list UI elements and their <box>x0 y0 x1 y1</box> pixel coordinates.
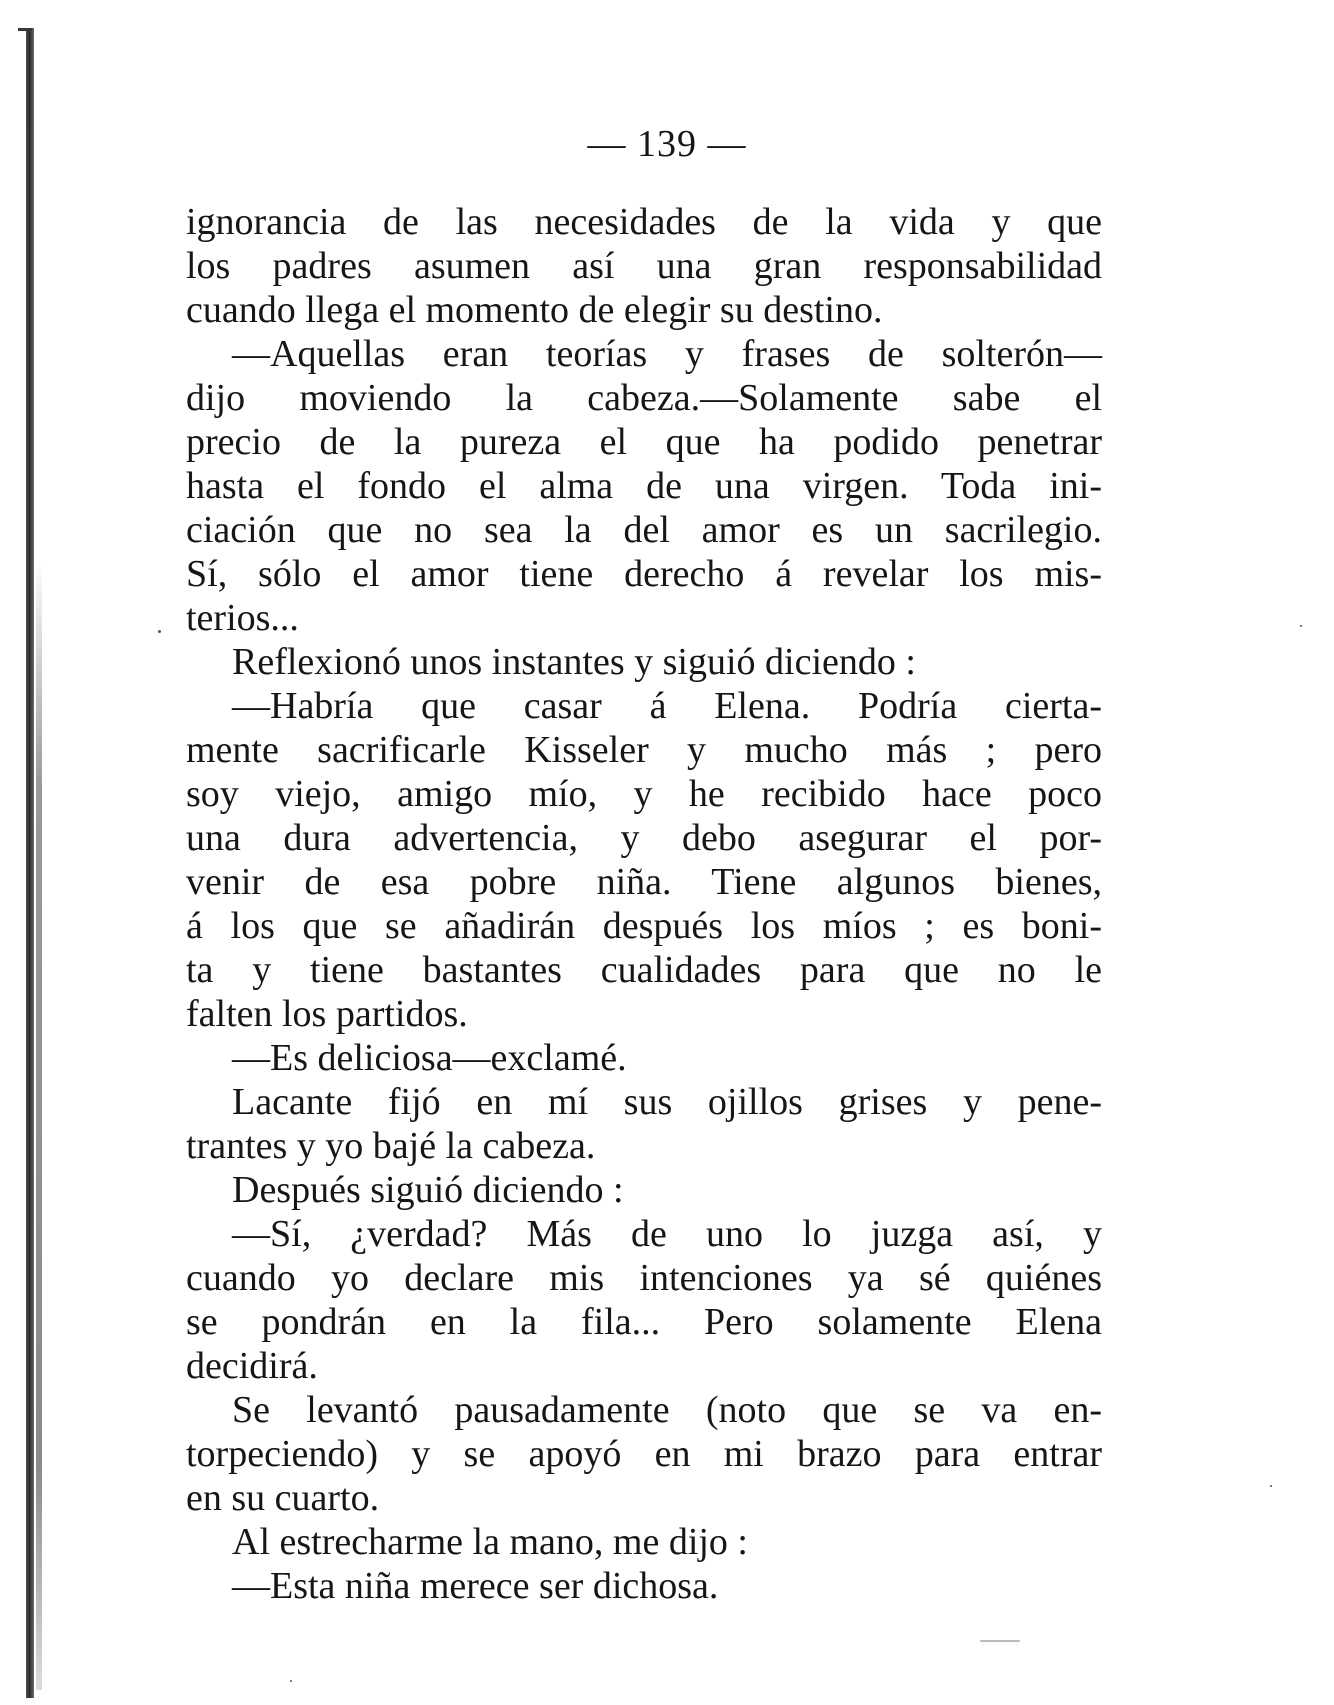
text-line: se pondrán en la fila... Pero solamente Elena <box>186 1301 1102 1343</box>
text-line: una dura advertencia, y debo asegurar el por- <box>186 817 1102 859</box>
text-line: torpeciendo) y se apoyó en mi brazo para entrar <box>186 1433 1102 1475</box>
text-line: Se levantó pausadamente (noto que se va en- <box>232 1389 1102 1431</box>
print-speck <box>1300 625 1302 627</box>
text-line: ciación que no sea la del amor es un sacrilegio. <box>186 509 1102 551</box>
print-smudge <box>980 1640 1020 1642</box>
text-line: cuando yo declare mis intenciones ya sé quiénes <box>186 1257 1102 1299</box>
text-line: —Esta niña merece ser dichosa. <box>232 1565 719 1607</box>
text-line: terios... <box>186 597 299 639</box>
text-line: —Aquellas eran teorías y frases de solterón— <box>232 333 1102 375</box>
text-line: —Es deliciosa—exclamé. <box>232 1037 627 1079</box>
text-line: —Sí, ¿verdad? Más de uno lo juzga así, y <box>232 1213 1102 1255</box>
book-binding-edge <box>26 28 34 1698</box>
text-line: Reflexionó unos instantes y siguió diciendo : <box>232 641 916 683</box>
print-speck <box>290 1680 292 1682</box>
text-line: trantes y yo bajé la cabeza. <box>186 1125 596 1167</box>
text-line: venir de esa pobre niña. Tiene algunos bienes, <box>186 861 1102 903</box>
text-line: precio de la pureza el que ha podido penetrar <box>186 421 1102 463</box>
text-line: decidirá. <box>186 1345 318 1387</box>
text-line: dijo moviendo la cabeza.—Solamente sabe el <box>186 377 1102 419</box>
page-number: — 139 — <box>587 123 747 165</box>
text-line: Sí, sólo el amor tiene derecho á revelar los mis- <box>186 553 1102 595</box>
print-speck <box>158 630 161 633</box>
text-line: Al estrecharme la mano, me dijo : <box>232 1521 748 1563</box>
binding-shadow <box>36 560 42 1690</box>
text-line: hasta el fondo el alma de una virgen. Toda ini- <box>186 465 1102 507</box>
text-line: falten los partidos. <box>186 993 468 1035</box>
text-line: soy viejo, amigo mío, y he recibido hace poco <box>186 773 1102 815</box>
text-line: cuando llega el momento de elegir su destino. <box>186 289 883 331</box>
text-line: los padres asumen así una gran responsabilidad <box>186 245 1102 287</box>
text-line: en su cuarto. <box>186 1477 380 1519</box>
body-text <box>186 200 1102 1608</box>
print-speck <box>1270 1485 1272 1487</box>
text-line: ta y tiene bastantes cualidades para que no le <box>186 949 1102 991</box>
text-line: á los que se añadirán después los míos ; es boni- <box>186 905 1102 947</box>
text-line: mente sacrificarle Kisseler y mucho más ; pero <box>186 729 1102 771</box>
text-line: Después siguió diciendo : <box>232 1169 624 1211</box>
text-line: ignorancia de las necesidades de la vida y que <box>186 201 1102 243</box>
text-line: —Habría que casar á Elena. Podría cierta- <box>232 685 1102 727</box>
text-line: Lacante fijó en mí sus ojillos grises y pene- <box>232 1081 1102 1123</box>
